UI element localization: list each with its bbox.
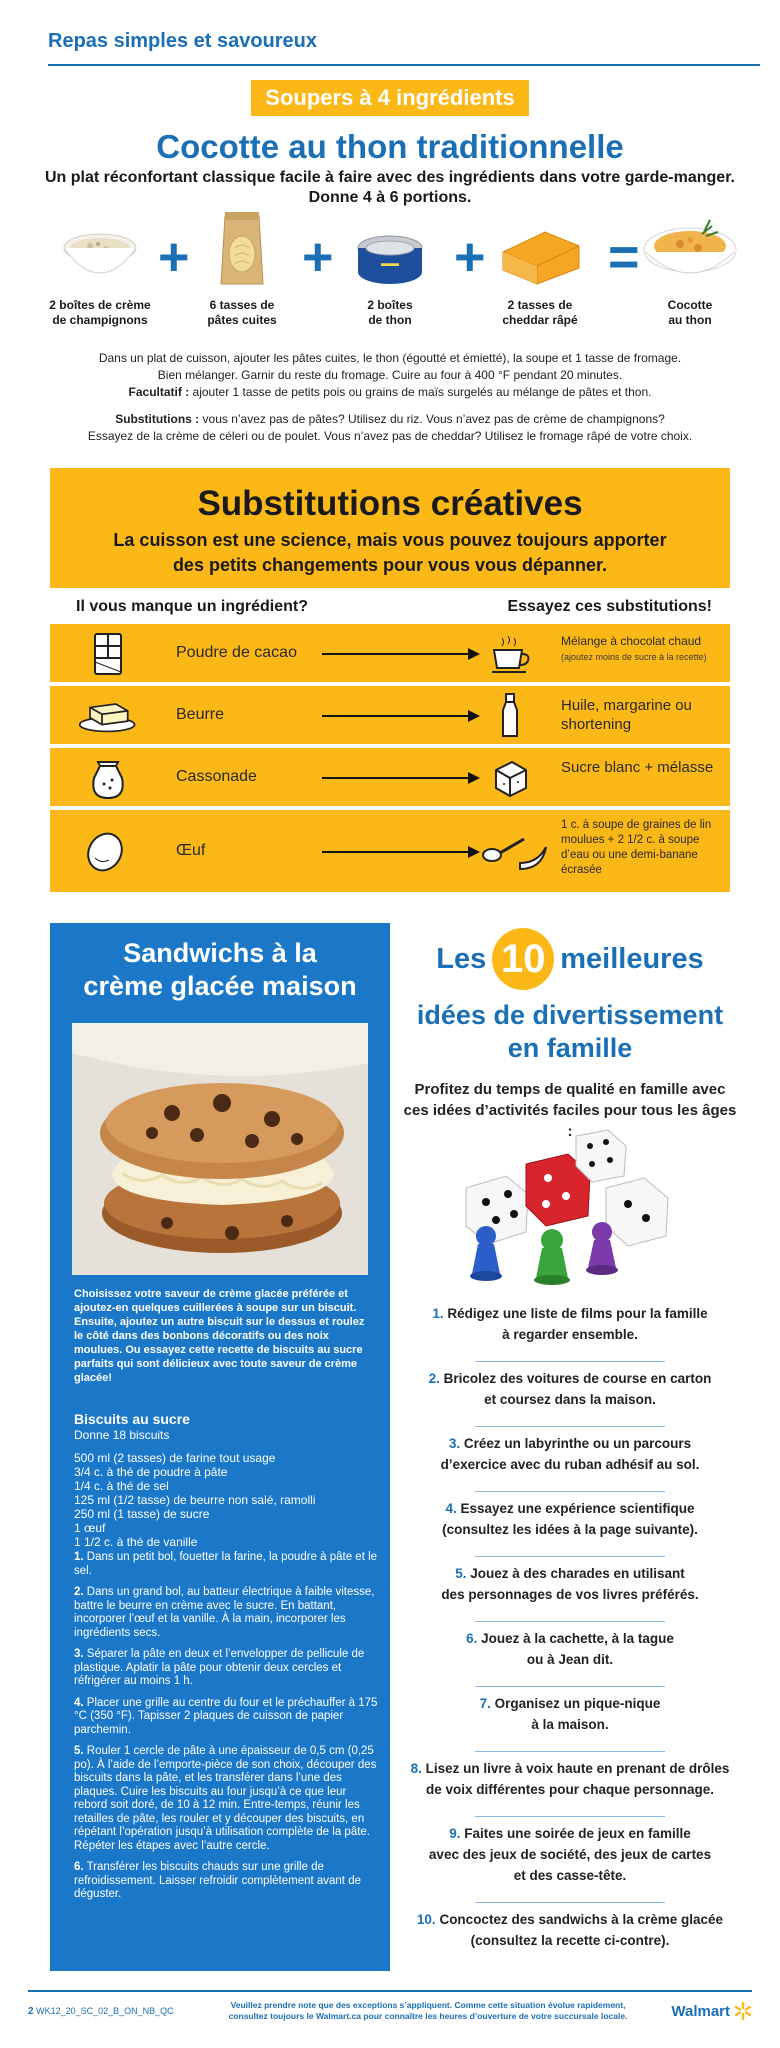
step-item: [74, 1745, 379, 1853]
idea-number: 7.: [479, 1696, 491, 1711]
ingredient-item: 250 ml (1 tasse) de sucre: [74, 1507, 210, 1521]
ingredients-row: [40, 210, 740, 340]
divider: [475, 1902, 665, 1903]
substitutions-line: [40, 411, 740, 428]
substitutions-label: Substitutions :: [115, 412, 200, 426]
idea-text: Créez un labyrinthe ou un parcours: [460, 1436, 692, 1451]
ingredient-label: 2 tasses de: [507, 298, 573, 312]
butter-icon: [78, 696, 138, 736]
top10-word-before: Les: [436, 942, 487, 975]
idea-text: avec des jeux de société, des jeux de cartes: [428, 1847, 712, 1862]
flyer-code: WK12_20_SC_02_B_ON_NB_QC: [36, 2006, 174, 2016]
substitution-name: Poudre de cacao: [176, 644, 297, 661]
sandwich-title-line1: Sandwichs à la: [123, 938, 317, 968]
idea-text: et des casse-tête.: [513, 1868, 627, 1883]
sugar-cube-icon: [488, 756, 532, 800]
plus-sign: +: [158, 227, 190, 287]
casserole-icon: [640, 214, 740, 288]
idea-text: Concoctez des sandwichs à la crème glacée: [435, 1912, 724, 1927]
idea-number: 6.: [466, 1631, 478, 1646]
idea-text: des personnages de vos livres préférés.: [441, 1587, 699, 1602]
ingredient-cheese: [480, 210, 600, 328]
divider: [475, 1491, 665, 1492]
ingredient-label: 6 tasses de: [209, 298, 275, 312]
ingredient-pasta: [182, 210, 302, 328]
green-pawn: [534, 1229, 570, 1285]
substitution-row: [50, 748, 730, 808]
step-text: Rouler 1 cercle de pâte à une épaisseur de 0,5 cm (0,25 po). À l’aide de l’emporte-pièce de son choix, découper des biscuits dans la pâte, et les transférer dans l’une des plaques. Cuire les biscuits au four jusqu’à ce que leur rebord soit doré, de 10 à 12 min. Entre-temps, réunir les retailles de pâte, les rouler et y découper des biscuits, en répétant l’opération jusqu’à utilisation complète de la pâte. Répéter les étapes avec l’autre cercle.: [74, 1745, 377, 1852]
top10-heading: [400, 923, 740, 995]
substitutions-head-left: Il vous manque un ingrédient?: [76, 598, 309, 615]
sandwich-title: [50, 937, 390, 1003]
recipe-subtitle-line1: Un plat réconfortant classique facile à faire avec des ingrédients dans votre garde-manger.: [44, 169, 735, 186]
recipe-subtitle: [0, 168, 780, 208]
optional-line: [40, 384, 740, 401]
step-text: Placer une grille au centre du four et le préchauffer à 175 °C (350 °F). Tapisser 2 plaques de cuisson de papier parchemin.: [74, 1696, 378, 1736]
idea-item: [400, 1758, 740, 1823]
step-text: Séparer la pâte en deux et l’envelopper de pellicule de plastique. Aplatir la pâte pour obtenir deux cercles et réfrigérer au moins 1 h.: [74, 1648, 365, 1687]
step-number: 5.: [74, 1745, 84, 1757]
optional-text: ajouter 1 tasse de petits pois ou grains de maïs surgelés au mélange de pâtes et thon.: [189, 385, 652, 399]
substitution-row: [50, 624, 730, 684]
idea-number: 5.: [455, 1566, 467, 1581]
ingredient-tuna: [330, 210, 450, 328]
ingredient-item: 125 ml (1/2 tasse) de beurre non salé, ramolli: [74, 1493, 316, 1507]
idea-text: Jouez à des charades en utilisant: [466, 1566, 685, 1581]
footer-note: [218, 2000, 638, 2022]
result-label: au thon: [668, 313, 712, 327]
divider: [475, 1686, 665, 1687]
recipe-instructions: [40, 350, 740, 445]
idea-text: Essayez une expérience scientifique: [456, 1501, 695, 1516]
step-item: [74, 1586, 379, 1640]
walmart-logo-text: Walmart: [671, 2002, 730, 2020]
dice-and-pawns-image: [456, 1128, 676, 1288]
ingredient-label: de thon: [368, 313, 412, 327]
ingredient-item: 1 1/2 c. à thé de vanille: [74, 1535, 198, 1549]
idea-text: (consultez les idées à la page suivante).: [442, 1522, 698, 1537]
step-item: [74, 1648, 379, 1689]
spark-icon: [734, 2002, 752, 2020]
egg-icon: [83, 828, 133, 872]
page-footer: [28, 1990, 752, 2030]
substitution-row: [50, 810, 730, 894]
step-number: 2.: [74, 1586, 84, 1598]
page-title: Repas simples et savoureux: [48, 30, 318, 52]
idea-number: 2.: [428, 1371, 440, 1386]
footer-note-line2: consultez toujours le Walmart.ca pour connaître les heures d’ouverture de votre succursale locale.: [228, 2011, 628, 2021]
idea-text: d’exercice avec du ruban adhésif au sol.: [440, 1457, 700, 1472]
sandwich-title-line2: crème glacée maison: [83, 971, 357, 1001]
substitutions-subtitle-line2: des petits changements pour vous vous dépanner.: [172, 555, 608, 575]
substitution-alt: [561, 634, 726, 667]
svg-text:▬▬: ▬▬: [381, 258, 399, 268]
idea-item: [400, 1368, 740, 1433]
ice-cream-sandwich-panel: [50, 923, 390, 1971]
ingredient-item: 500 ml (2 tasses) de farine tout usage: [74, 1451, 276, 1465]
ingredient-label: de champignons: [52, 313, 148, 327]
ingredient-label: 2 boîtes de crème: [49, 298, 151, 312]
ingredient-label: 2 boîtes: [367, 298, 413, 312]
substitutions-head-right: Essayez ces substitutions!: [507, 598, 712, 615]
idea-text: et coursez dans la maison.: [484, 1392, 656, 1407]
substitutions-subtitle-line1: La cuisson est une science, mais vous pouvez toujours apporter: [113, 530, 667, 550]
idea-number: 9.: [449, 1826, 461, 1841]
oil-bottle-icon: [495, 692, 525, 740]
ideas-list: [400, 1303, 740, 1974]
soup-bowl-icon: [60, 218, 140, 288]
idea-item: [400, 1823, 740, 1909]
idea-number: 3.: [448, 1436, 461, 1451]
ingredient-label: cheddar râpé: [502, 313, 578, 327]
top10-intro-line2: ces idées d’activités faciles pour tous les âges :: [403, 1102, 737, 1140]
top10-section: [400, 923, 740, 1142]
ice-cream-sandwich-photo: [72, 1023, 368, 1275]
sugar-sack-icon: [88, 756, 128, 800]
divider: [475, 1556, 665, 1557]
result-label: Cocotte: [667, 298, 713, 312]
chocolate-bar-icon: [91, 632, 125, 676]
idea-number: 10.: [416, 1912, 436, 1927]
divider: [475, 1361, 665, 1362]
idea-number: 1.: [432, 1306, 444, 1321]
idea-item: [400, 1909, 740, 1974]
idea-text: de voix différentes pour chaque personnage.: [425, 1782, 715, 1797]
substitutions-text: vous n’avez pas de pâtes? Utilisez du riz. Vous n’avez pas de crème de champignons?: [199, 412, 665, 426]
substitution-name: Cassonade: [176, 768, 257, 785]
top10-intro-line1: Profitez du temps de qualité en famille avec: [414, 1081, 726, 1098]
idea-text: à la maison.: [531, 1717, 609, 1732]
plus-sign: +: [454, 227, 486, 287]
top10-title: [400, 999, 740, 1065]
result-casserole: [630, 210, 750, 328]
white-die-right: [606, 1178, 668, 1246]
idea-text: Lisez un livre à voix haute en prenant de drôles: [421, 1761, 730, 1776]
top10-title-line2: idées de divertissement: [416, 1000, 724, 1030]
substitution-alt: Huile, margarine ou shortening: [561, 697, 692, 733]
sandwich-intro: Choisissez votre saveur de crème glacée préférée et ajoutez-en quelques cuillerées à soupe sur un biscuit. Ensuite, ajoutez un autre biscuit sur le dessus et roulez le côté dans des bonbons décoratifs ou des noix moulues. Ou essayez cette recette de biscuits au sucre parfaits qui sont délicieux avec toute saveur de crème glacée!: [74, 1288, 365, 1384]
page-header: [48, 30, 760, 66]
white-die-top: [576, 1130, 626, 1182]
step-item: [74, 1861, 379, 1902]
spoon-banana-icon: [480, 829, 550, 875]
idea-item: [400, 1498, 740, 1563]
ingredient-item: 3/4 c. à thé de poudre à pâte: [74, 1465, 228, 1479]
ice-cream-sandwich-image: [72, 1023, 368, 1275]
recipe-badge: Soupers à 4 ingrédients: [251, 80, 528, 116]
page-code: [28, 2006, 174, 2017]
page-number: 2: [28, 2006, 34, 2017]
step-number: 3.: [74, 1648, 84, 1660]
top10-number-badge: 10: [492, 928, 554, 990]
idea-item: [400, 1628, 740, 1693]
arrow-right-icon: [322, 770, 482, 786]
ingredient-soup: [40, 210, 160, 328]
divider: [475, 1751, 665, 1752]
step-text: Dans un petit bol, fouetter la farine, la poudre à pâte et le sel.: [74, 1551, 378, 1577]
plus-sign: +: [302, 227, 334, 287]
recipe-title: Cocotte au thon traditionnelle: [156, 128, 624, 165]
step-text: Transférer les biscuits chauds sur une grille de refroidissement. Laisser refroidir complètement avant de déguster.: [74, 1861, 361, 1900]
substitutions-title: Substitutions créatives: [197, 484, 583, 523]
idea-number: 8.: [410, 1761, 422, 1776]
biscuits-yield: Donne 18 biscuits: [74, 1428, 170, 1442]
pasta-bag-icon: [217, 210, 267, 288]
idea-text: Jouez à la cachette, à la tague: [477, 1631, 674, 1646]
idea-text: à regarder ensemble.: [502, 1327, 638, 1342]
optional-label: Facultatif :: [128, 385, 190, 399]
step-number: 1.: [74, 1551, 84, 1563]
substitution-alt: 1 c. à soupe de graines de lin moulues + 2 1/2 c. à soupe d’eau ou une demi-banane écrasée: [561, 819, 712, 876]
biscuits-steps: [74, 1551, 379, 1910]
substitution-row: [50, 686, 730, 746]
idea-item: [400, 1693, 740, 1758]
substitution-name: Œuf: [176, 842, 206, 859]
step-number: 4.: [74, 1696, 84, 1709]
divider: [475, 1816, 665, 1817]
top10-word-after: meilleures: [560, 942, 704, 975]
divider: [475, 1426, 665, 1427]
method-line: Dans un plat de cuisson, ajouter les pâtes cuites, le thon (égoutté et émietté), la soupe et 1 tasse de fromage.: [98, 351, 682, 365]
substitution-alt-text: Mélange à chocolat chaud: [561, 634, 702, 648]
hot-cup-icon: [488, 632, 532, 676]
ingredient-item: 1/4 c. à thé de sel: [74, 1479, 169, 1493]
step-text: Dans un grand bol, au batteur électrique à faible vitesse, battre le beurre en crème avec le sucre. En battant, incorporer l’œuf et la vanille. À la main, incorporer les ingrédients secs.: [74, 1586, 375, 1639]
footer-note-line1: Veuillez prendre note que des exceptions s’appliquent. Comme cette situation évolue rapidement,: [230, 2000, 626, 2010]
step-item: [74, 1551, 379, 1578]
idea-item: [400, 1303, 740, 1368]
white-die-left: [466, 1176, 528, 1244]
substitutions-table: [50, 624, 730, 894]
arrow-right-icon: [322, 708, 482, 724]
top10-title-line3: en famille: [507, 1033, 633, 1063]
arrow-right-icon: [322, 844, 482, 860]
arrow-right-icon: [322, 646, 482, 662]
substitutions-text-2: Essayez de la crème de céleri ou de poulet. Vous n’avez pas de cheddar? Utilisez le fromage râpé de votre choix.: [87, 429, 693, 443]
idea-number: 4.: [445, 1501, 457, 1516]
recipe-section: [0, 80, 780, 208]
cheese-icon: [497, 224, 583, 288]
recipe-subtitle-line2: Donne 4 à 6 portions.: [308, 189, 472, 206]
idea-text: (consultez la recette ci-contre).: [470, 1933, 670, 1948]
substitution-note: (ajoutez moins de sucre à la recette): [561, 652, 707, 662]
step-item: [74, 1697, 379, 1738]
biscuits-title: Biscuits au sucre: [74, 1411, 190, 1427]
tuna-can-icon: [354, 232, 426, 288]
walmart-logo: [671, 2002, 752, 2020]
idea-text: Bricolez des voitures de course en carton: [439, 1371, 712, 1386]
biscuits-ingredients: [74, 1451, 374, 1549]
ingredient-label: pâtes cuites: [207, 313, 277, 327]
divider: [475, 1621, 665, 1622]
substitutions-banner: [50, 468, 730, 588]
equals-sign: =: [608, 227, 640, 287]
idea-item: [400, 1563, 740, 1628]
idea-text: Rédigez une liste de films pour la famille: [443, 1306, 708, 1321]
step-number: 6.: [74, 1861, 84, 1873]
substitution-alt: Sucre blanc + mélasse: [561, 759, 714, 776]
substitution-name: Beurre: [176, 706, 225, 723]
substitutions-subtitle: [50, 528, 730, 578]
ingredient-item: 1 œuf: [74, 1521, 106, 1535]
idea-text: ou à Jean dit.: [526, 1652, 614, 1667]
idea-text: Faites une soirée de jeux en famille: [460, 1826, 691, 1841]
method-line: Bien mélanger. Garnir du reste du fromage. Cuire au four à 400 °F pendant 20 minutes.: [157, 368, 623, 382]
idea-text: Organisez un pique-nique: [490, 1696, 661, 1711]
idea-item: [400, 1433, 740, 1498]
